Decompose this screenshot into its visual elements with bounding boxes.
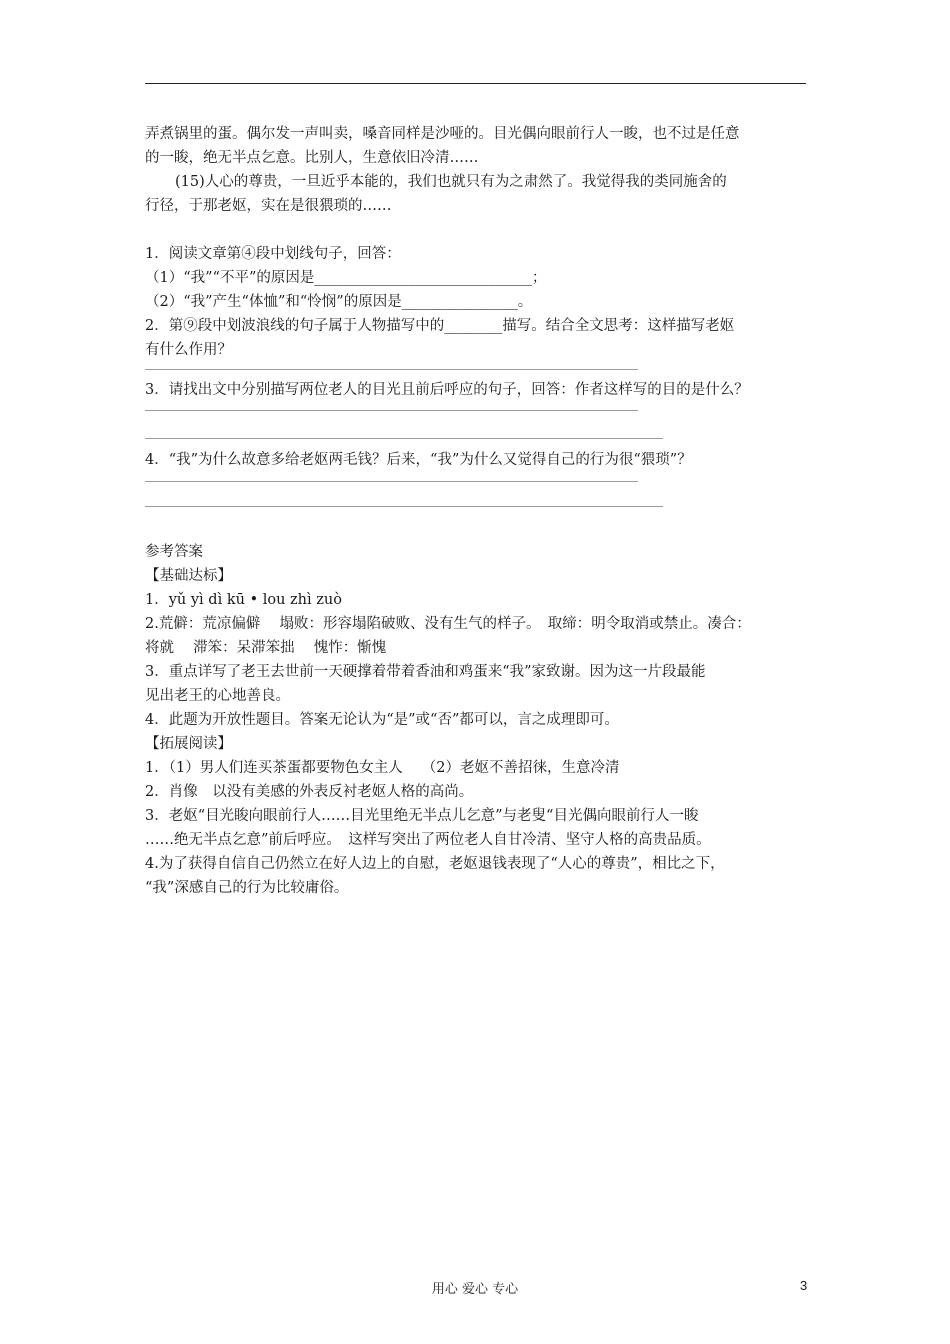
answer-2-cont: 将就 滞笨：呆滞笨拙 愧怍：惭愧 — [145, 640, 387, 656]
footer-motto: 用心 爱心 专心 — [431, 1282, 519, 1297]
answer-blank-line[interactable] — [145, 481, 638, 482]
answer-blank-line[interactable] — [145, 438, 663, 439]
answer-2: 2.荒僻：荒凉偏僻 塌败：形容塌陷破败、没有生气的样子。 取缔：明令取消或禁止。凑合： — [145, 616, 751, 632]
section-extended: 【拓展阅读】 — [145, 736, 232, 752]
passage — [145, 122, 825, 218]
header-rule — [145, 83, 806, 84]
questions — [145, 242, 825, 507]
answer-3: 3．重点详写了老王去世前一天硬撑着带着香油和鸡蛋来“我”家致谢。因为这一片段最能 — [145, 664, 706, 680]
page-number: 3 — [800, 1278, 808, 1293]
answer-blank-line[interactable] — [145, 369, 638, 370]
question-1: 1．阅读文章第④段中划线句子，回答： — [145, 246, 401, 262]
answer-blank-line[interactable] — [145, 410, 638, 411]
question-4: 4．“我”为什么故意多给老妪两毛钱？后来，“我”为什么又觉得自己的行为很“猥琐”？ — [145, 452, 692, 468]
extended-answer-2: 2．肖像 以没有美感的外表反衬老妪人格的高尚。 — [145, 784, 474, 800]
answers-heading: 参考答案 — [145, 544, 203, 560]
question-2: 2．第⑨段中划波浪线的句子属于人物描写中的________描写。结合全文思考：这样描写老妪 — [145, 318, 735, 334]
question-1-part-2: （2）“我”产生“体恤”和“怜悯”的原因是________________。 — [145, 294, 533, 310]
extended-answer-4: 4.为了获得自信自己仍然立在好人边上的自慰，老妪退钱表现了“人心的尊贵”，相比之下， — [145, 856, 725, 872]
document-body — [145, 122, 825, 900]
section-basic: 【基础达标】 — [145, 568, 232, 584]
answer-4: 4．此题为开放性题目。答案无论认为“是”或“否”都可以，言之成理即可。 — [145, 712, 619, 728]
question-3: 3．请找出文中分别描写两位老人的目光且前后呼应的句子，回答：作者这样写的目的是什么？ — [145, 382, 749, 398]
passage-line: 弄煮锅里的蛋。偶尔发一声叫卖，嗓音同样是沙哑的。目光偶向眼前行人一睃，也不过是任意 — [145, 126, 740, 142]
passage-line: 行径，于那老妪，实在是很猥琐的…… — [145, 198, 392, 214]
question-1-part-1: （1）“我”“不平”的原因是______________________________； — [145, 270, 547, 286]
extended-answer-3-cont: ……绝无半点乞意”前后呼应。 这样写突出了两位老人自甘冷清、坚守人格的高贵品质。 — [145, 832, 711, 848]
passage-paragraph-15: (15)人心的尊贵，一旦近乎本能的，我们也就只有为之肃然了。我觉得我的类同施舍的 — [175, 174, 727, 190]
question-2-cont: 有什么作用？ — [145, 342, 232, 358]
passage-line: 的一睃，绝无半点乞意。比别人，生意依旧冷清…… — [145, 150, 479, 166]
answer-3-cont: 见出老王的心地善良。 — [145, 688, 290, 704]
extended-answer-3: 3．老妪“目光睃向眼前行人……目光里绝无半点儿乞意”与老叟“目光偶向眼前行人一睃 — [145, 808, 699, 824]
answer-1: 1．yǔ yì dì kū • lou zhì zuò — [145, 592, 342, 608]
extended-answer-4-cont: “我”深感自己的行为比较庸俗。 — [145, 880, 349, 896]
extended-answer-1: 1．（1）男人们连买茶蛋都要物色女主人 （2）老妪不善招徕，生意冷清 — [145, 760, 620, 776]
reference-answers — [145, 540, 825, 900]
